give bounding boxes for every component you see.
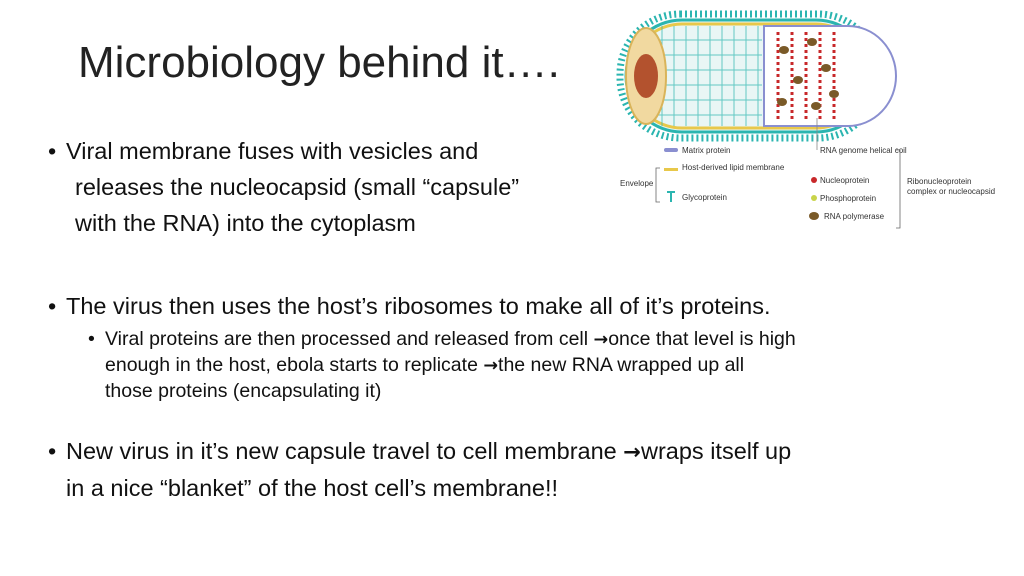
sub-bullet-line-1b: once that level is high — [608, 328, 796, 350]
legend-phosphoprotein: Phosphoprotein — [820, 194, 877, 203]
legend-right — [809, 118, 907, 228]
arrow-icon: → — [483, 356, 499, 376]
sub-bullet-marker: • — [88, 328, 95, 350]
legend-nucleoprotein: Nucleoprotein — [820, 176, 870, 185]
legend-left — [620, 146, 785, 202]
sub-bullet — [88, 327, 988, 404]
ribonucleoprotein-complex-label: Ribonucleoprotein complex or nucleocapsid — [907, 177, 996, 196]
sub-bullet-line-3: those proteins (encapsulating it) — [105, 380, 382, 402]
bullet-1 — [48, 133, 608, 241]
bullet-2-text: The virus then uses the host’s ribosomes to make all of it’s proteins. — [66, 293, 771, 319]
sub-bullet-line-2b: the new RNA wrapped up all — [498, 354, 745, 376]
arrow-icon: → — [593, 330, 609, 350]
bullet-marker: • — [48, 138, 57, 164]
bullet-1-line-3: with the RNA) into the cytoplasm — [75, 210, 416, 236]
legend-glycoprotein: Glycoprotein — [682, 193, 727, 202]
bullet-3-line-1a: New virus in it’s new capsule travel to cell membrane — [66, 438, 624, 464]
sub-bullet-line-1a: Viral proteins are then processed and released from cell — [105, 328, 594, 350]
bullet-1-line-1: Viral membrane fuses with vesicles and — [66, 138, 479, 164]
legend-rna-genome: RNA genome helical coil — [820, 146, 907, 155]
slide-title: Microbiology behind it…. — [78, 38, 560, 87]
arrow-icon: → — [623, 439, 641, 464]
bullet-marker: • — [48, 293, 57, 319]
ebola-virion-diagram — [612, 10, 912, 240]
legend-lipid-membrane: Host-derived lipid membrane — [682, 163, 785, 172]
envelope-label: Envelope — [620, 179, 654, 188]
bullet-3-line-2: in a nice “blanket” of the host cell’s membrane!! — [66, 475, 559, 501]
bullet-3 — [48, 433, 988, 506]
legend-rna-polymerase: RNA polymerase — [824, 212, 885, 221]
sub-bullet-line-2a: enough in the host, ebola starts to replicate — [105, 354, 484, 376]
bullet-3-line-1b: wraps itself up — [640, 438, 792, 464]
virion-illustration — [620, 14, 896, 138]
bullet-marker: • — [48, 438, 57, 464]
legend-matrix-protein: Matrix protein — [682, 146, 731, 155]
bullet-1-line-2: releases the nucleocapsid (small “capsule” — [75, 174, 520, 200]
bullet-2 — [48, 288, 988, 324]
